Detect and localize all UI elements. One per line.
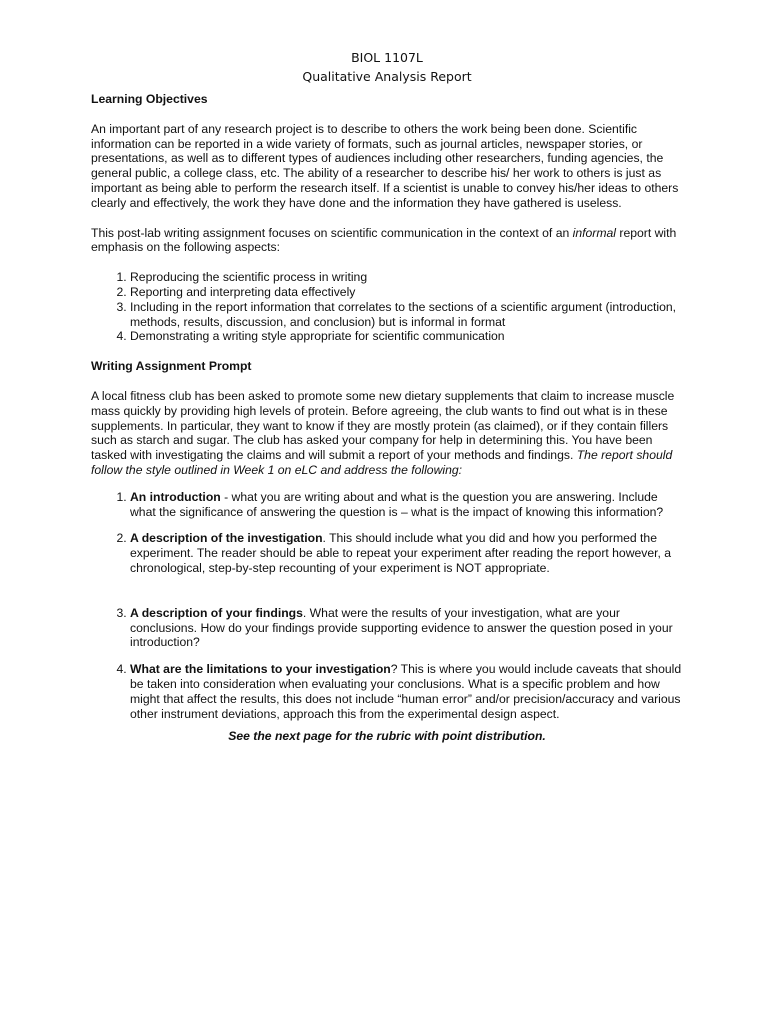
rubric-note: See the next page for the rubric with point distribution. <box>228 729 546 744</box>
course-code: BIOL 1107L <box>351 50 423 65</box>
list-item: 2. A description of the investigation. This should include what you did and how you performed the experiment. The reader should be able to repeat your experiment after reading the report however, a chronological, step-by-step recounting of your experiment is NOT appropriate. <box>130 531 683 575</box>
list-item: 2. Reporting and interpreting data effectively <box>130 285 683 300</box>
prompt-items-list <box>91 490 683 722</box>
writing-prompt-heading: Writing Assignment Prompt <box>91 359 252 374</box>
prompt-paragraph: A local fitness club has been asked to promote some new dietary supplements that claim to increase muscle mass quickly by providing high levels of protein. Before agreeing, the club wants to find out what is in these supplements. In particular, they want to know if they are mostly protein (as claimed), or if they contain fillers such as starch and sugar. The club has asked your company for help in determining this. You have been tasked with investigating the claims and will submit a report of your methods and findings. The report should follow the style outlined in Week 1 on eLC and address the following: <box>91 388 675 477</box>
aspects-intro-paragraph: This post-lab writing assignment focuses on scientific communication in the context of an informal report with emphasis on the following aspects: <box>91 225 677 255</box>
list-item: 1. An introduction - what you are writing about and what is the question you are answering. Include what the significance of answering the question is – what is the impact of knowing this information? <box>130 490 683 520</box>
title-block <box>91 48 683 86</box>
objectives-paragraph: An important part of any research project is to describe to others the work being been done. Scientific information can be reported in a wide variety of formats, such as journal articles, newspaper stories, or presentations, as well as to different types of audiences including other researchers, funding agencies, the general public, a college class, etc. The ability of a researcher to describe his/ her work to others is just as important as being able to perform the research itself. If a scientist is unable to convey his/her ideas to others clearly and effectively, the work they have done and the information they have gathered is useless. <box>91 121 679 210</box>
aspects-list <box>91 270 683 344</box>
learning-objectives-heading: Learning Objectives <box>91 92 208 106</box>
list-item: 1. Reproducing the scientific process in writing <box>130 270 683 285</box>
list-item: 4. Demonstrating a writing style appropriate for scientific communication <box>130 329 683 344</box>
list-item: 4. What are the limitations to your investigation? This is where you would include caveats that should be taken into consideration when evaluating your conclusions. What is a specific problem and how might that affect the results, this does not include “human error” and/or precision/accuracy and various other instrument deviations, approach this from the experimental design aspect. <box>130 662 683 721</box>
prompt-italic-instruction: The report should follow the style outlined in Week 1 on eLC and address the following: <box>91 448 673 477</box>
document-page <box>91 48 683 744</box>
report-title: Qualitative Analysis Report <box>302 69 472 84</box>
list-item: 3. A description of your findings. What were the results of your investigation, what are your conclusions. How do your findings provide supporting evidence to answer the question posed in your introduction? <box>130 606 683 650</box>
informal-emphasis: informal <box>572 225 616 240</box>
list-item: 3. Including in the report information that correlates to the sections of a scientific argument (introduction, methods, results, discussion, and conclusion) but is informal in format <box>130 300 683 330</box>
